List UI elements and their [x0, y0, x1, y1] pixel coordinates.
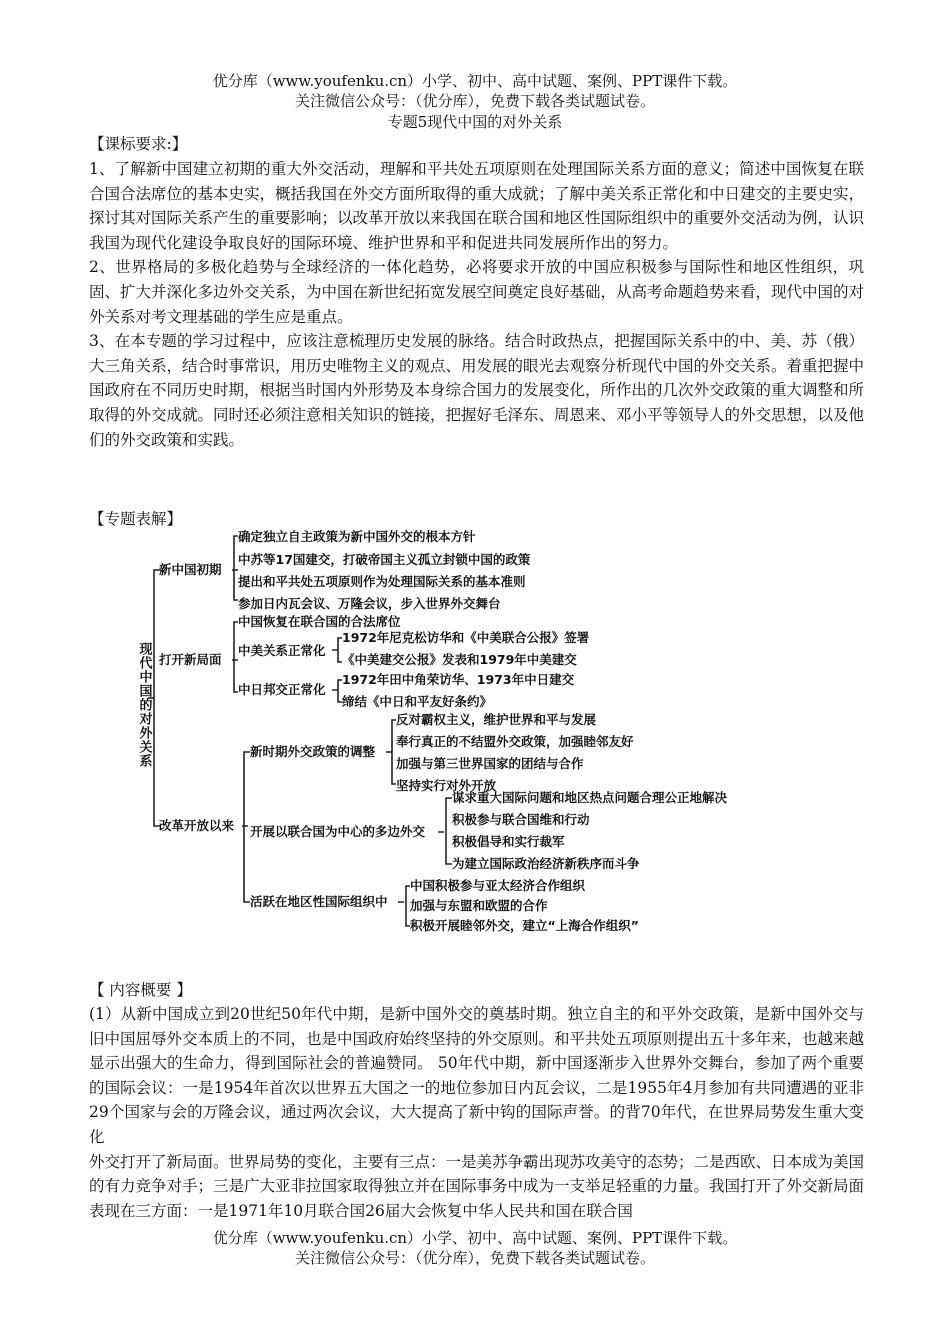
b2-sub2-item-2: 缔结《中日和平友好条约》	[342, 694, 493, 709]
b3-sub-regional: 活跃在地区性国际组织中	[250, 894, 388, 909]
b2-sub2-item-1: 1972年田中角荣访华、1973年中日建交	[342, 672, 575, 687]
requirements-body	[89, 157, 864, 452]
branch-3-bracket	[242, 752, 250, 902]
b2-sub-japan-relations: 中日邦交正常化	[238, 682, 326, 697]
b3-sub2-bracket	[438, 798, 452, 864]
header-line-2: 关注微信公众号：（优分库），免费下载各类试题试卷。	[294, 92, 655, 110]
b3-sub2-item-4: 为建立国际政治经济新秩序而斗争	[452, 856, 640, 871]
b1-item-4: 参加日内瓦会议、万隆会议，步入世界外交舞台	[238, 596, 501, 611]
root-bracket	[154, 570, 161, 826]
b3-sub-policy-adjust: 新时期外交政策的调整	[250, 744, 376, 759]
b2-sub1-item-1: 1972年尼克松访华和《中美联合公报》签署	[342, 630, 590, 645]
b3-sub3-item-1: 中国积极参与亚太经济合作组织	[410, 878, 586, 893]
b1-item-3: 提出和平共处五项原则作为处理国际关系的基本准则	[238, 574, 526, 589]
b2-sub1-item-2: 《中美建交公报》发表和1979年中美建交	[342, 652, 577, 667]
branch-new-china-early: 新中国初期	[159, 562, 222, 577]
requirements-paragraph-1: 1、了解新中国建立初期的重大外交活动，理解和平共处五项原则在处理国际关系方面的意义；简述中国恢复在联合国合法席位的基本史实，概括我国在外交方面所取得的重大成就；了解中美关系正常化和中日建交的主要史实，探讨其对国际关系产生的重要影响；以改革开放以来我国在联合国和地区性国际组织中的重要外交活动为例，认识我国为现代化建设争取良好的国际环境、维护世界和平和促进共同发展所作出的努力。	[89, 160, 865, 252]
b1-item-2: 中苏等17国建交，打破帝国主义孤立封锁中国的政策	[238, 552, 531, 567]
footer-line-1: 优分库（www.youfenku.cn）小学、初中、高中试题、案例、PPT课件下载。	[212, 1229, 738, 1247]
b3-sub1-item-3: 加强与第三世界国家的团结与合作	[396, 756, 584, 771]
summary-body	[89, 1002, 864, 1223]
b3-sub-multilateral: 开展以联合国为中心的多边外交	[250, 824, 426, 839]
b3-sub3-item-2: 加强与东盟和欧盟的合作	[410, 898, 548, 913]
b3-sub3-bracket	[398, 886, 410, 926]
diagram-root: 现代中国的对外关系	[136, 642, 152, 768]
b3-sub1-item-2: 奉行真正的不结盟外交政策，加强睦邻友好	[396, 734, 634, 749]
b2-sub1-bracket	[332, 638, 342, 662]
b3-sub2-item-2: 积极参与联合国维和行动	[452, 812, 590, 827]
summary-heading: 【 内容概要 】	[89, 981, 192, 999]
branch-reform-opening: 改革开放以来	[159, 818, 235, 833]
b2-item-un-seat: 中国恢复在联合国的合法席位	[238, 614, 401, 629]
b1-item-1: 确定独立自主政策为新中国外交的根本方针	[238, 530, 476, 544]
requirements-paragraph-3: 3、在本专题的学习过程中，应该注意梳理历史发展的脉络。结合时政热点，把握国际关系中的中、美、苏（俄）大三角关系，结合时事常识，用历史唯物主义的观点、用发展的眼光去观察分析现代中国的外交关系。着重把握中国政府在不同历史时期，根据当时国内外形势及本身综合国力的发展变化，所作出的几次外交政策的重大调整和所取得的外交成就。同时还必须注意相关知识的链接，把握好毛泽东、周恩来、邓小平等领导人的外交思想，以及他们的外交政策和实践。	[89, 332, 865, 449]
b2-sub-us-relations: 中美关系正常化	[238, 643, 326, 658]
b3-sub1-item-4: 坚持实行对外开放	[396, 778, 497, 793]
b3-sub2-item-1: 谋求重大国际问题和地区热点问题合理公正地解决	[452, 790, 728, 805]
b3-sub1-bracket	[386, 720, 396, 784]
diagram-heading: 【专题表解】	[89, 510, 183, 528]
requirements-paragraph-2: 2、世界格局的多极化趋势与全球经济的一体化趋势，必将要求开放的中国应积极参与国际性和地区性组织，巩固、扩大并深化多边外交关系，为中国在新世纪拓宽发展空间奠定良好基础，从高考命题趋势来看，现代中国的对外关系对考文理基础的学生应是重点。	[89, 258, 865, 326]
header-line-1: 优分库（www.youfenku.cn）小学、初中、高中试题、案例、PPT课件下载。	[212, 72, 738, 90]
b2-sub2-bracket	[332, 680, 342, 702]
branch-new-situation: 打开新局面	[159, 652, 222, 667]
b3-sub2-item-3: 积极倡导和实行裁军	[452, 834, 565, 849]
b3-sub1-item-1: 反对霸权主义，维护世界和平与发展	[396, 712, 597, 727]
topic-diagram	[126, 530, 766, 940]
requirements-heading: 【课标要求:】	[89, 135, 188, 153]
summary-paragraph-2: 外交打开了新局面。世界局势的变化，主要有三点：一是美苏争霸出现苏攻美守的态势；二是西欧、日本成为美国的有力竞争对手；三是广大亚非拉国家取得独立并在国际事务中成为一支举足轻重的力量。我国打开了外交新局面表现在三方面：一是1971年10月联合国26届大会恢复中华人民共和国在联合国	[89, 1152, 865, 1220]
branch-1-bracket	[232, 536, 238, 600]
footer-line-2: 关注微信公众号：（优分库），免费下载各类试题试卷。	[294, 1249, 655, 1267]
b3-sub3-item-3: 积极开展睦邻外交，建立“上海合作组织”	[410, 918, 639, 933]
page-title: 专题5现代中国的对外关系	[387, 113, 563, 131]
summary-paragraph-1: (1）从新中国成立到20世纪50年代中期，是新中国外交的奠基时期。独立自主的和平外交政策，是新中国外交与旧中国屈辱外交本质上的不同，也是中国政府始终坚持的外交原则。和平共处五项原则提出五十多年来，也越来越显示出强大的生命力，得到国际社会的普遍赞同。 50年代中期，新中国逐渐步入世界外交舞台，参加了两个重要的国际会议：一是1954年首次以世界五大国之一的地位参加日内瓦会议，二是1955年4月参加有共同遭遇的亚非29个国家与会的万隆会议，通过两次会议，大大提高了新中钩的国际声誉。的背70年代，在世界局势发生重大变化	[89, 1005, 865, 1146]
